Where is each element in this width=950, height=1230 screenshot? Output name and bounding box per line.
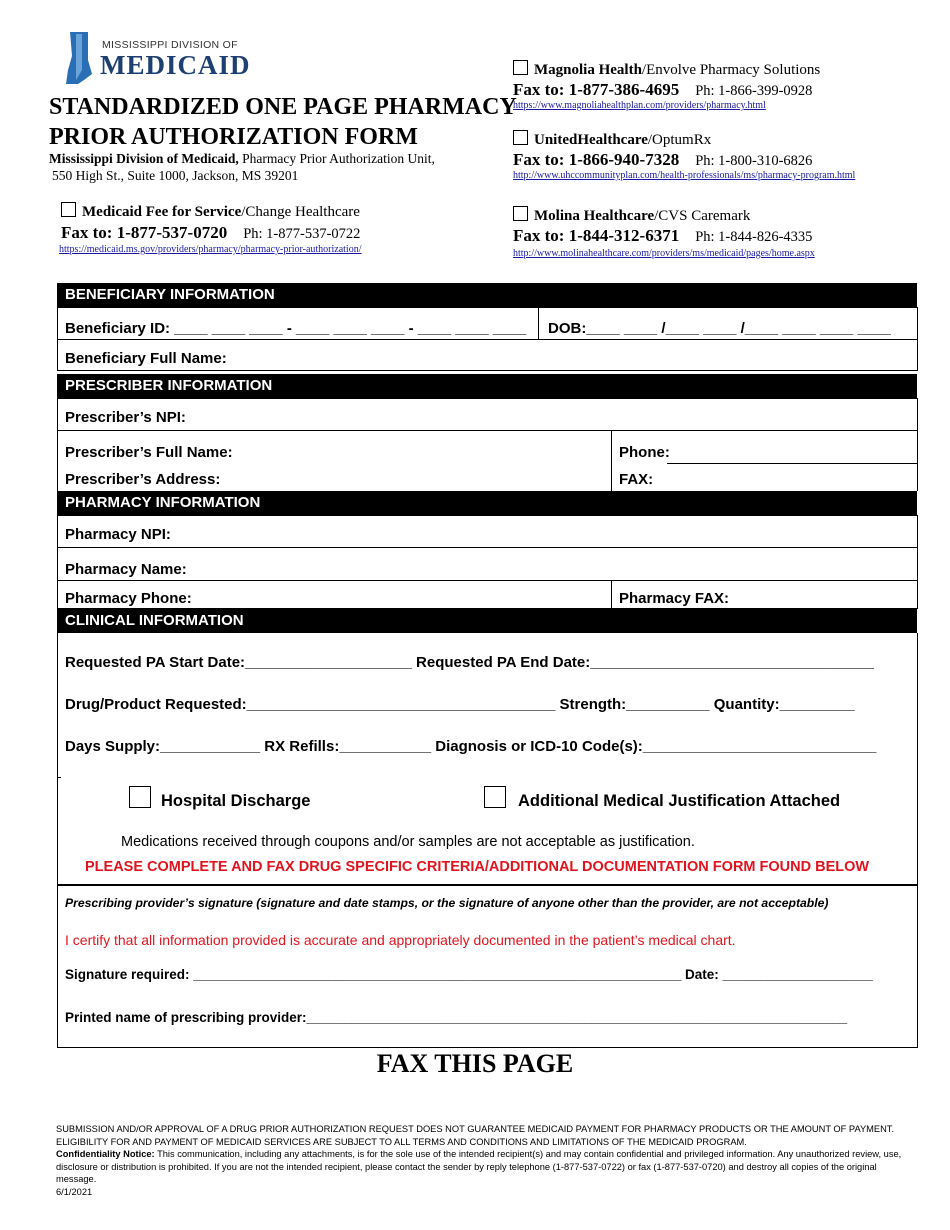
divider <box>611 581 612 608</box>
plan-ffs-link[interactable]: https://medicaid.ms.gov/providers/pharmacy/pharmacy-prior-authorization/ <box>59 244 362 255</box>
plan-magnolia-fax: Fax to: 1-877-386-4695 <box>513 80 680 99</box>
plan-ffs-fax: Fax to: 1-877-537-0720 <box>61 223 228 242</box>
plan-uhc-checkbox[interactable] <box>513 130 528 145</box>
prescriber-phone-field[interactable]: Phone: <box>619 444 670 461</box>
plan-molina-phone: Ph: 1-844-826-4335 <box>695 229 813 245</box>
agency-address: 550 High St., Suite 1000, Jackson, MS 39201 <box>52 168 299 183</box>
additional-justification-checkbox[interactable] <box>484 786 506 808</box>
left-border <box>57 463 58 491</box>
pharmacy-phone-field[interactable]: Pharmacy Phone: <box>65 590 192 607</box>
plan-ffs-vendor: /Change Healthcare <box>241 204 360 220</box>
plan-magnolia-name: Magnolia Health <box>534 62 642 78</box>
beneficiary-id-row <box>57 307 918 340</box>
plan-ffs-checkbox[interactable] <box>61 202 76 217</box>
confidentiality-text: This communication, including any attachments, is for the sole use of the intended recipient(s) and may contain confidential and privileged information. Any unauthorized review, use, disclosure or distribution is prohibited. If you are not the intended recipient, please contact the sender by reply telephone (1-877-537-0722) or fax (1-877-537-0720) and destroy all copies of the original message. <box>56 1149 902 1184</box>
plan-molina-link[interactable]: http://www.molinahealthcare.com/providers/ms/medicaid/pages/home.aspx <box>513 248 815 259</box>
fax-this-page-heading: FAX THIS PAGE <box>376 1049 574 1078</box>
plan-molina-checkbox[interactable] <box>513 206 528 221</box>
additional-justification-label: Additional Medical Justification Attached <box>518 792 841 810</box>
form-title-line2: PRIOR AUTHORIZATION FORM <box>49 124 418 150</box>
additional-justification-option[interactable] <box>484 786 840 811</box>
right-border <box>917 463 918 491</box>
plan-ffs-name: Medicaid Fee for Service <box>82 204 242 220</box>
beneficiary-name-row <box>57 339 918 371</box>
plan-magnolia-phone: Ph: 1-866-399-0928 <box>695 83 813 99</box>
plan-molina-fax: Fax to: 1-844-312-6371 <box>513 226 680 245</box>
plan-magnolia-option[interactable] <box>513 60 820 79</box>
printed-name-line[interactable]: Printed name of prescribing provider:________________________________________________________________________ <box>65 1010 848 1025</box>
hospital-discharge-option[interactable] <box>129 786 310 811</box>
plan-molina-option[interactable] <box>513 206 815 225</box>
prescriber-heading: PRESCRIBER INFORMATION <box>57 374 917 398</box>
days-supply-line[interactable]: Days Supply:____________ RX Refills:___________ Diagnosis or ICD-10 Code(s):____________________________ <box>65 738 877 755</box>
prescriber-npi-field[interactable]: Prescriber’s NPI: <box>65 409 186 426</box>
signature-instruction: Prescribing provider’s signature (signature and date stamps, or the signature of anyone other than the provider, are not acceptable) <box>65 896 829 910</box>
red-notice: PLEASE COMPLETE AND FAX DRUG SPECIFIC CRITERIA/ADDITIONAL DOCUMENTATION FORM FOUND BELOW <box>85 859 870 875</box>
agency-name: Mississippi Division of Medicaid, <box>49 151 239 166</box>
clinical-heading: CLINICAL INFORMATION <box>57 609 917 633</box>
plan-ffs-option[interactable] <box>61 202 362 221</box>
divider <box>538 308 539 339</box>
drug-product-line[interactable]: Drug/Product Requested:_____________________________________ Strength:__________ Quantity:_________ <box>65 696 855 713</box>
certify-statement: I certify that all information provided is accurate and appropriately documented in the patient’s medical chart. <box>65 932 736 948</box>
beneficiary-name-field[interactable]: Beneficiary Full Name: <box>65 350 227 367</box>
plan-molina-name: Molina Healthcare <box>534 208 655 224</box>
plan-magnolia <box>513 60 820 111</box>
coupons-note: Medications received through coupons and/or samples are not acceptable as justification. <box>121 834 695 850</box>
footer-disclaimer-2: ELIGIBILITY FOR AND PAYMENT OF MEDICAID SERVICES ARE SUBJECT TO ALL TERMS AND CONDITIONS AND LIMITATIONS OF THE MEDICAID PROGRAM. <box>56 1136 747 1147</box>
beneficiary-id-field[interactable]: Beneficiary ID: ____ ____ ____ - ____ ____ ____ - ____ ____ ____ <box>65 320 527 337</box>
prescriber-name-field[interactable]: Prescriber’s Full Name: <box>65 444 233 461</box>
pharmacy-name-row <box>57 547 918 581</box>
signature-box <box>57 885 918 1048</box>
plan-uhc <box>513 130 855 181</box>
plan-ffs <box>61 202 362 255</box>
pharmacy-name-field[interactable]: Pharmacy Name: <box>65 561 187 578</box>
beneficiary-heading: BENEFICIARY INFORMATION <box>57 283 917 307</box>
logo-line1: MISSISSIPPI DIVISION OF <box>102 39 238 51</box>
divider <box>57 777 61 778</box>
plan-magnolia-checkbox[interactable] <box>513 60 528 75</box>
plan-molina-vendor: /CVS Caremark <box>654 208 751 224</box>
plan-uhc-phone: Ph: 1-800-310-6826 <box>695 153 813 169</box>
pharmacy-npi-row <box>57 515 918 548</box>
plan-uhc-fax: Fax to: 1-866-940-7328 <box>513 150 680 169</box>
prescriber-address-field[interactable]: Prescriber’s Address: <box>65 471 221 488</box>
plan-uhc-option[interactable] <box>513 130 855 149</box>
dob-field[interactable]: DOB:____ ____ /____ ____ /____ ____ ____ ____ <box>548 320 891 337</box>
prescriber-name-row <box>57 430 918 463</box>
pharmacy-fax-field[interactable]: Pharmacy FAX: <box>619 590 730 607</box>
plan-molina <box>513 206 815 259</box>
plan-uhc-name: UnitedHealthcare <box>534 132 648 148</box>
footer <box>56 1123 906 1198</box>
form-title-line1: STANDARDIZED ONE PAGE PHARMACY <box>49 94 517 120</box>
form-date: 6/1/2021 <box>56 1186 93 1197</box>
mississippi-state-icon <box>62 30 96 86</box>
confidentiality-label: Confidentiality Notice: <box>56 1149 155 1159</box>
plan-ffs-phone: Ph: 1-877-537-0722 <box>243 226 361 242</box>
agency-unit: Pharmacy Prior Authorization Unit, <box>238 151 435 166</box>
medicaid-logo <box>62 30 262 90</box>
plan-uhc-link[interactable]: http://www.uhccommunityplan.com/health-professionals/ms/pharmacy-program.html <box>513 170 856 181</box>
pharmacy-phone-row <box>57 580 918 609</box>
prescriber-npi-row <box>57 398 918 431</box>
signature-line[interactable]: Signature required: _________________________________________________________________ Date: ____________________ <box>65 967 873 982</box>
footer-disclaimer-1: SUBMISSION AND/OR APPROVAL OF A DRUG PRIOR AUTHORIZATION REQUEST DOES NOT GUARANTEE MEDICAID PAYMENT FOR PHARMACY PRODUCTS OR THE AMOUNT OF PAYMENT. <box>56 1124 895 1134</box>
pa-dates-line[interactable]: Requested PA Start Date:____________________ Requested PA End Date:__________________________________ <box>65 654 874 671</box>
pharmacy-npi-field[interactable]: Pharmacy NPI: <box>65 526 171 543</box>
prescriber-fax-field[interactable]: FAX: <box>619 471 654 488</box>
hospital-discharge-checkbox[interactable] <box>129 786 151 808</box>
plan-magnolia-vendor: /Envolve Pharmacy Solutions <box>641 62 821 78</box>
logo-line2: MEDICAID <box>100 50 251 80</box>
pharmacy-heading: PHARMACY INFORMATION <box>57 491 917 515</box>
hospital-discharge-label: Hospital Discharge <box>161 792 311 810</box>
confidentiality-notice <box>56 1148 906 1186</box>
plan-uhc-vendor: /OptumRx <box>647 132 712 148</box>
divider <box>667 463 918 464</box>
plan-magnolia-link[interactable]: https://www.magnoliahealthplan.com/providers/pharmacy.html <box>513 100 766 111</box>
divider <box>611 431 612 493</box>
agency-line <box>49 151 435 167</box>
